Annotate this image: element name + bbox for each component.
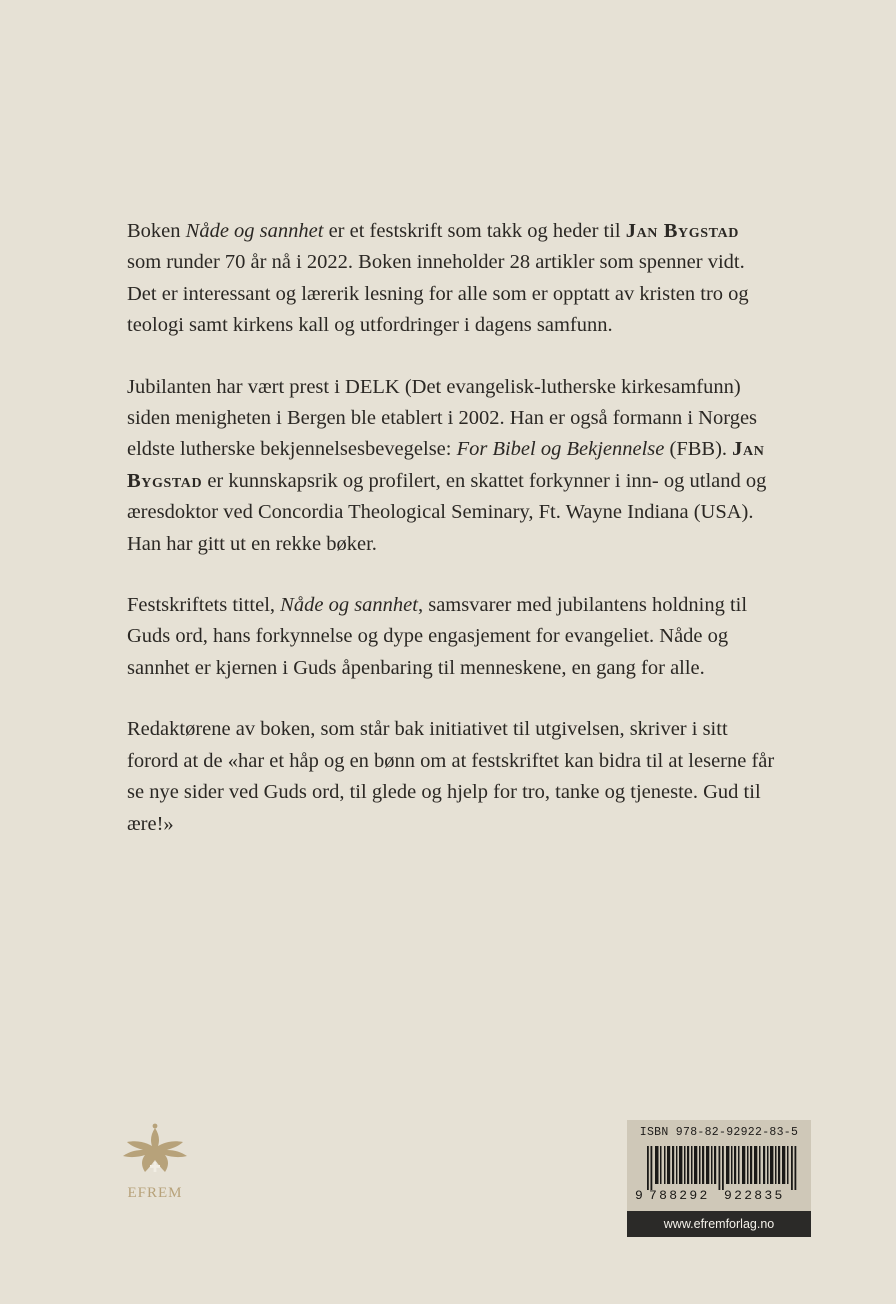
publisher-logo bbox=[115, 1120, 195, 1210]
person-name: Jan Bygstad bbox=[625, 220, 739, 242]
publisher-name: EFREM bbox=[127, 1185, 183, 1201]
barcode-digit-first: 9 bbox=[635, 1188, 643, 1203]
text-span: Redaktørene av boken, som står bak initiativet til utgivelsen, skriver i sitt forord at de «har et håp og en bønn om at festskriftet kan bidra til at leserne får se nye sider ved Guds ord, til glede og hjelp for tro, tanke og tjeneste. Gud til ære!» bbox=[127, 718, 775, 835]
paragraph-1 bbox=[127, 216, 777, 342]
person-name: Jan Bygstad bbox=[127, 438, 765, 492]
publisher-website: www.efremforlag.no bbox=[627, 1211, 811, 1237]
text-span: er kunnskapsrik og profilert, en skattet forkynner i inn- og utland og æresdoktor ved Concordia Theological Seminary, Ft. Wayne Indiana (USA). Han har gitt ut en rekke bøker. bbox=[127, 469, 767, 555]
isbn-label: ISBN 978-82-92922-83-5 bbox=[639, 1126, 799, 1139]
book-title: Nåde og sannhet bbox=[185, 220, 324, 242]
barcode-digits-group1: 788292 bbox=[649, 1188, 710, 1203]
paragraph-2 bbox=[127, 372, 777, 560]
organization-title: For Bibel og Bekjennelse bbox=[456, 438, 665, 461]
back-cover-text bbox=[127, 216, 777, 870]
efrem-dove-icon bbox=[115, 1120, 195, 1184]
text-span: (FBB). bbox=[664, 438, 733, 461]
barcode bbox=[635, 1146, 805, 1190]
text-span: er et festskrift som takk og heder til bbox=[323, 220, 626, 242]
barcode-digits-group2: 922835 bbox=[724, 1188, 785, 1203]
text-span: , samsvarer med jubilantens holdning til Guds ord, hans forkynnelse og dype engasjement for evangeliet. Nåde og sannhet er kjernen i Guds åpenbaring til menneskene, en gang for alle. bbox=[127, 594, 748, 679]
text-span: som runder 70 år nå i 2022. Boken inneholder 28 artikler som spenner vidt. Det er interessant og lærerik lesning for alle som er opptatt av kristen tro og teologi samt kirkens kall og utfordringer i dagens samfunn. bbox=[127, 251, 749, 337]
paragraph-3 bbox=[127, 590, 777, 684]
text-span: Boken bbox=[127, 220, 186, 242]
book-title: Nåde og sannhet bbox=[280, 594, 418, 617]
paragraph-4 bbox=[127, 714, 777, 840]
isbn-barcode-box bbox=[627, 1120, 811, 1237]
text-span: Festskriftets tittel, bbox=[127, 594, 281, 617]
text-span: Jubilanten har vært prest i DELK (Det evangelisk-lutherske kirkesamfunn) siden menigheten i Bergen ble etablert i 2002. Han er også formann i Norges eldste lutherske bekjennelsesbevegelse: bbox=[127, 375, 758, 461]
